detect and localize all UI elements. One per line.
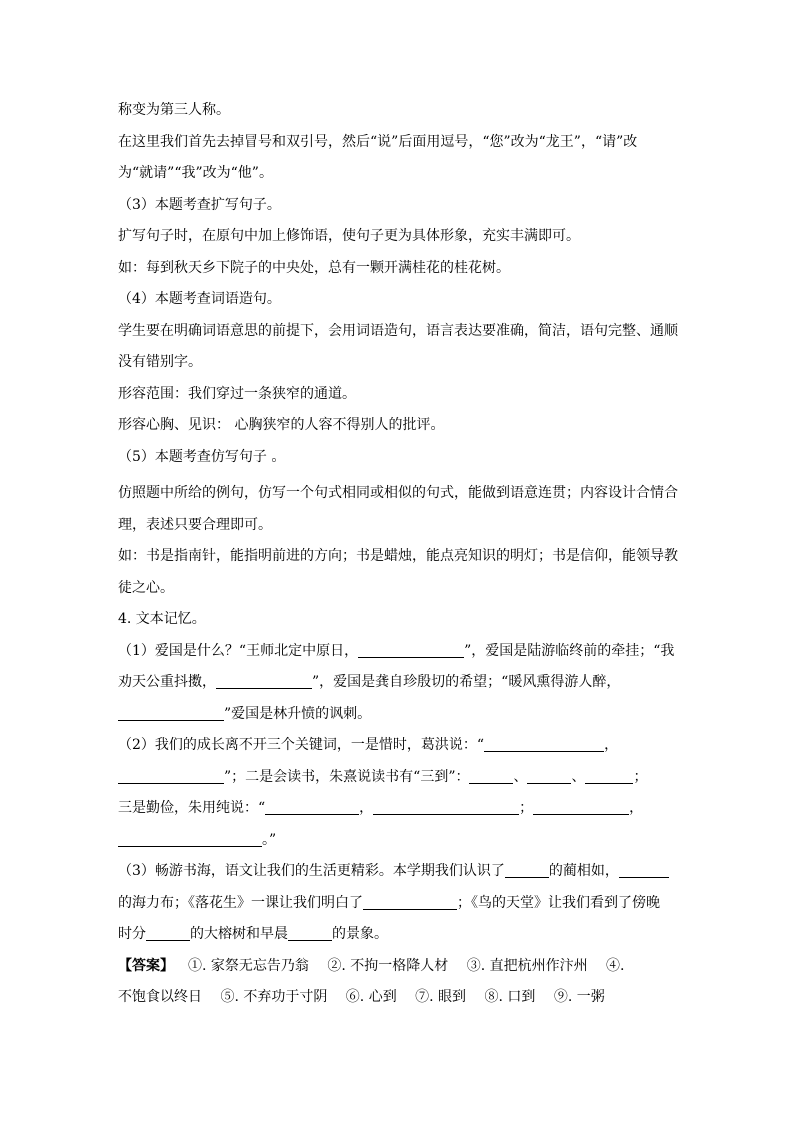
text-line: 在这里我们首先去掉冒号和双引号，然后“说”后面用逗号，“您”改为“龙王”，“请”改 [118, 133, 638, 150]
text-line: 没有错别字。 [118, 354, 202, 370]
answer-blank[interactable] [118, 830, 262, 847]
question-1-line-2: 劝天公重抖擞， ”，爱国是龚自珍殷切的希望；“暖风熏得游人醉， [118, 674, 621, 690]
text-line: 形容范围：我们穿过一条狭窄的通道。 [118, 385, 356, 402]
section-heading-4: （4）本题考查词语造句。 [118, 291, 281, 307]
answer-blank[interactable] [265, 798, 359, 815]
answer-blank[interactable] [469, 767, 513, 784]
question-4-heading: 4. 文本记忆。 [118, 611, 206, 627]
answer-blank[interactable] [505, 861, 549, 878]
text-line: 理，表述只要合理即可。 [118, 516, 272, 533]
answer-blank[interactable] [216, 672, 312, 689]
question-3-line-3: 时分 的大榕树和早晨 的景象。 [118, 926, 388, 942]
question-3-line-1: （3）畅游书海，语文让我们的生活更精彩。本学期我们认识了 的蔺相如， [118, 856, 678, 888]
answer-blank[interactable] [288, 924, 332, 941]
question-2-line-2: ”；二是会读书，朱熹说读书有“三到”： 、 、 ； [118, 762, 678, 794]
text-line: 徒之心。 [118, 579, 174, 596]
question-1-line-1: （1）爱国是什么？“王师北定中原日， ”，爱国是陆游临终前的牵挂；“我 [118, 642, 675, 659]
section-heading-3: （3）本题考查扩写句子。 [118, 196, 281, 213]
text-line: 如：每到秋天乡下院子的中央处，总有一颗开满桂花的桂花树。 [118, 259, 510, 276]
question-2-line-3: 三是勤俭，朱用纯说：“ ， ； ， [118, 800, 644, 816]
question-3-line-2: 的海力布；《落花生》一课让我们明白了 ；《鸟的天堂》让我们看到了傍晚 [118, 894, 660, 911]
answer-blank[interactable] [533, 798, 629, 815]
answer-blank[interactable] [118, 704, 224, 721]
text-line: 为“就请”“我”改为“他”。 [118, 165, 273, 181]
question-2-line-1: （2）我们的成长离不开三个关键词，一是惜时，葛洪说：“ ， [118, 737, 619, 753]
section-heading-5: （5）本题考查仿写句子 。 [118, 448, 286, 465]
question-1-line-3: ”爱国是林升愤的讽刺。 [118, 699, 678, 731]
text-line: 如：书是指南针，能指明前进的方向；书是蜡烛，能点亮知识的明灯；书是信仰，能领导教 [118, 548, 678, 564]
answer-label: 【答案】 [118, 957, 174, 974]
answer-line-2: 不饱食以终日 ⑤. 不弃功于寸阴 ⑥. 心到 ⑦. 眼到 ⑧. 口到 ⑨. 一粥 [118, 989, 605, 1005]
text-line: 仿照题中所给的例句，仿写一个句式相同或相似的句式，能做到语意连贯；内容设计合情合 [118, 485, 678, 501]
answer-blank[interactable] [363, 893, 457, 910]
answer-blank[interactable] [527, 767, 571, 784]
page-content [118, 95, 678, 1014]
answer-blank[interactable] [585, 767, 633, 784]
answer-blank[interactable] [484, 735, 604, 752]
answer-blank[interactable] [373, 798, 519, 815]
text-line: 称变为第三人称。 [118, 102, 230, 118]
answer-blank[interactable] [619, 861, 669, 878]
answer-blank[interactable] [146, 924, 190, 941]
answer-blank[interactable] [118, 767, 224, 784]
text-line: 学生要在明确词语意思的前提下，会用词语造句，语言表达要准确，简洁，语句完整、通顺 [118, 322, 678, 339]
question-2-line-4: 。” [118, 825, 678, 857]
answer-line-1: 【答案】 ①. 家祭无忘告乃翁 ②. 不拘一格降人材 ③. 直把杭州作汴州 ④. [118, 957, 625, 974]
answer-blank[interactable] [358, 641, 464, 658]
text-line: 扩写句子时，在原句中加上修饰语，使句子更为具体形象，充实丰满即可。 [118, 228, 580, 244]
text-line: 形容心胸、见识： 心胸狭窄的人容不得别人的批评。 [118, 417, 445, 433]
